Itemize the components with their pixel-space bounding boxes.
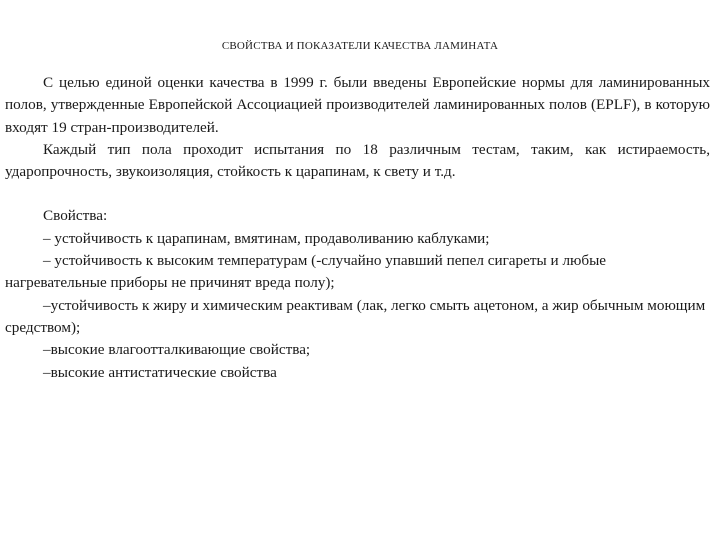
property-item-chemical-resistance: –устойчивость к жиру и химическим реактивам (лак, легко смыть ацетоном, а жир обычным моющим средством);: [5, 296, 706, 336]
document-body: [5, 72, 710, 384]
paragraph-tests: Каждый тип пола проходит испытания по 18 различным тестам, таким, как истираемость, ударопрочность, звукоизоляция, стойкость к царапинам, к свету и т.д.: [5, 140, 710, 181]
properties-heading: Свойства:: [43, 207, 108, 225]
property-item-water-repellent: –высокие влагоотталкивающие свойства;: [43, 341, 311, 359]
paragraph-eplf-norms: С целью единой оценки качества в 1999 г. были введены Европейские нормы для ламинированных полов, утвержденные Европейской Ассоциацией производителей ламинированных полов (EPLF), в которую входят 19 стран-производителей.: [5, 74, 710, 136]
property-item-heat-resistance: – устойчивость к высоким температурам (-случайно упавший пепел сигареты и любые нагревательные приборы не причинят вреда полу);: [5, 252, 607, 292]
paragraph-spacer: [5, 183, 710, 205]
page-title: СВОЙСТВА И ПОКАЗАТЕЛИ КАЧЕСТВА ЛАМИНАТА: [221, 40, 499, 52]
property-item-scratch-resistance: – устойчивость к царапинам, вмятинам, продаволиванию каблуками;: [43, 229, 490, 247]
property-item-antistatic: –высокие антистатические свойства: [43, 363, 277, 381]
